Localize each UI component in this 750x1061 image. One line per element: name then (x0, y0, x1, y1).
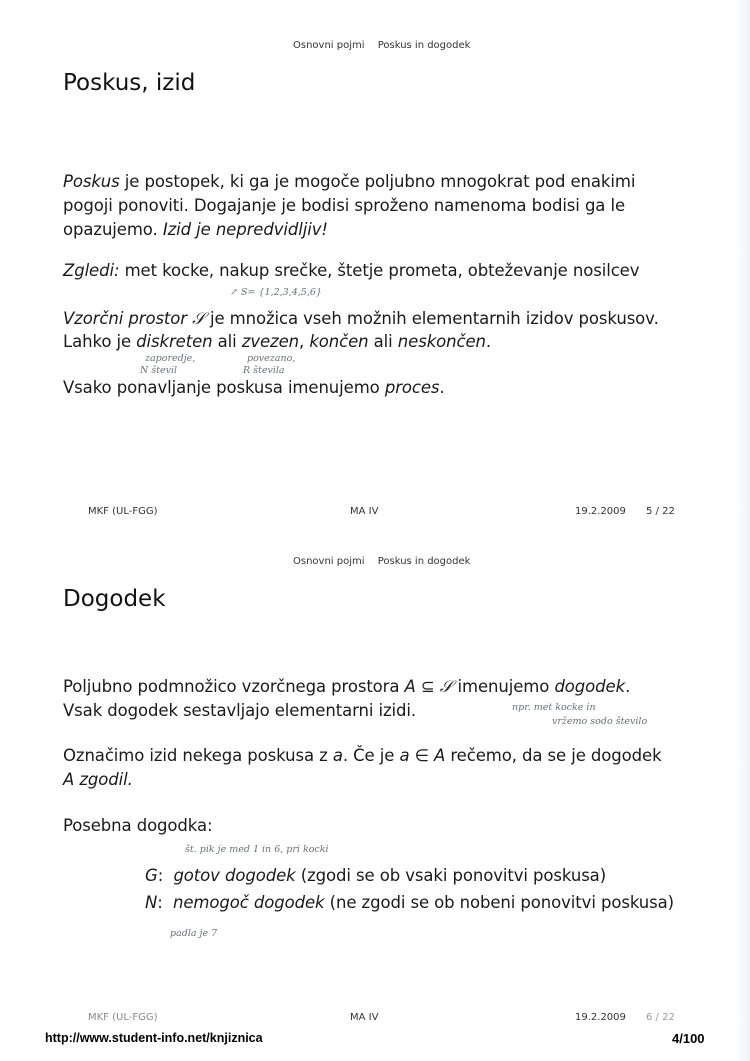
text-line (63, 746, 662, 765)
text-line (63, 770, 133, 789)
footer-page: 6 / 22 (646, 1012, 675, 1023)
text-segment: A (404, 677, 416, 696)
slide-header (288, 556, 475, 567)
text-segment: končen (309, 332, 369, 351)
text-segment: ali (368, 332, 398, 351)
text-segment: Vsak dogodek sestavljajo elementarni izidi. (63, 701, 417, 720)
text-segment: . (625, 677, 631, 696)
text-segment: Vzorčni prostor (63, 309, 193, 328)
text-segment: A (434, 746, 446, 765)
text-segment: dogodek (554, 677, 626, 696)
text-segment: N (145, 893, 158, 912)
text-line (63, 378, 445, 397)
footer-author: MKF (UL-FGG) (88, 506, 158, 517)
text-line (63, 701, 416, 720)
header-section: Osnovni pojmi (293, 556, 365, 567)
text-segment: zvezen (241, 332, 300, 351)
text-segment: Poljubno podmnožico vzorčnega prostora (63, 677, 405, 696)
text-line (145, 866, 606, 885)
handwritten-note: padla je 7 (170, 928, 218, 939)
text-segment: rečemo, da se je dogodek (445, 746, 662, 765)
text-segment: gotov dogodek (173, 866, 296, 885)
text-line (63, 220, 328, 239)
text-segment: opazujemo. (63, 220, 163, 239)
text-segment: Izid je nepredvidljiv! (162, 220, 328, 239)
handwritten-note: povezano, (247, 353, 296, 364)
text-segment: Označimo izid nekega poskusa z (63, 746, 333, 765)
footer-date: 19.2.2009 (575, 1012, 626, 1023)
text-segment: Posebna dogodka: (63, 816, 213, 835)
header-subsection: Poskus in dogodek (377, 40, 471, 51)
text-segment: 𝒮 (439, 677, 453, 696)
header-subsection: Poskus in dogodek (377, 556, 471, 567)
text-segment: je postopek, ki ga je mogoče poljubno mnogokrat pod enakimi (119, 172, 636, 191)
slide-header (288, 40, 475, 51)
text-line (63, 332, 491, 351)
handwritten-note: R števila (243, 365, 285, 376)
text-segment: je množica vseh možnih elementarnih izidov poskusov. (204, 309, 659, 328)
text-segment: : (157, 893, 173, 912)
text-segment: : (157, 866, 174, 885)
text-segment: . (485, 332, 492, 351)
text-segment: a (332, 746, 343, 765)
text-line (63, 196, 625, 215)
text-line (145, 893, 674, 912)
text-segment: Zgledi: (63, 261, 120, 280)
text-segment: pogoji ponoviti. Dogajanje je bodisi sproženo namenoma bodisi ga le (63, 196, 626, 215)
watermark-url[interactable]: http://www.student-info.net/knjiznica (45, 1031, 263, 1045)
handwritten-note: zaporedje, (145, 353, 196, 364)
text-segment: ali (212, 332, 242, 351)
text-segment: ⊆ (415, 677, 440, 696)
handwritten-note: št. pik je med 1 in 6, pri kocki (185, 844, 329, 855)
text-segment: Poskus (63, 172, 120, 191)
text-segment: G (145, 866, 158, 885)
header-section: Osnovni pojmi (293, 40, 365, 51)
text-segment: . (439, 378, 445, 397)
text-line (63, 261, 639, 280)
text-segment: A zgodil. (63, 770, 133, 789)
handwritten-note: npr. met kocke in (512, 702, 596, 713)
text-segment: , (299, 332, 310, 351)
watermark-page-counter: 4/100 (672, 1031, 705, 1046)
footer-course: MA IV (350, 1012, 379, 1023)
text-segment: ∈ (409, 746, 435, 765)
slide-title: Dogodek (63, 586, 166, 612)
text-segment: met kocke, nakup srečke, štetje prometa, obteževanje nosilcev (119, 261, 640, 280)
footer-course: MA IV (350, 506, 379, 517)
text-segment: proces (384, 378, 440, 397)
handwritten-note: ↗ S= {1,2,3,4,5,6} (230, 287, 322, 298)
scan-edge-shadow (736, 0, 750, 1061)
text-segment: (zgodi se ob vsaki ponovitvi poskusa) (295, 866, 607, 885)
text-segment: Lahko je (63, 332, 137, 351)
text-segment: a (399, 746, 410, 765)
text-segment: (ne zgodi se ob nobeni ponovitvi poskusa) (324, 893, 674, 912)
text-segment: diskreten (136, 332, 213, 351)
text-segment: . Če je (342, 746, 400, 765)
footer-date: 19.2.2009 (575, 506, 626, 517)
text-line (63, 816, 212, 835)
slide-title: Poskus, izid (63, 70, 196, 96)
text-segment: neskončen (397, 332, 486, 351)
text-line (63, 677, 630, 696)
handwritten-note: N števil (140, 365, 178, 376)
text-segment: Vsako ponavljanje poskusa imenujemo (63, 378, 385, 397)
text-segment: 𝒮 (192, 309, 205, 328)
text-segment: imenujemo (452, 677, 555, 696)
text-line (63, 309, 659, 328)
text-line (63, 172, 635, 191)
footer-author: MKF (UL-FGG) (88, 1012, 158, 1023)
footer-page: 5 / 22 (646, 506, 675, 517)
text-segment: nemogoč dogodek (173, 893, 325, 912)
handwritten-note: vržemo sodo število (552, 716, 648, 727)
